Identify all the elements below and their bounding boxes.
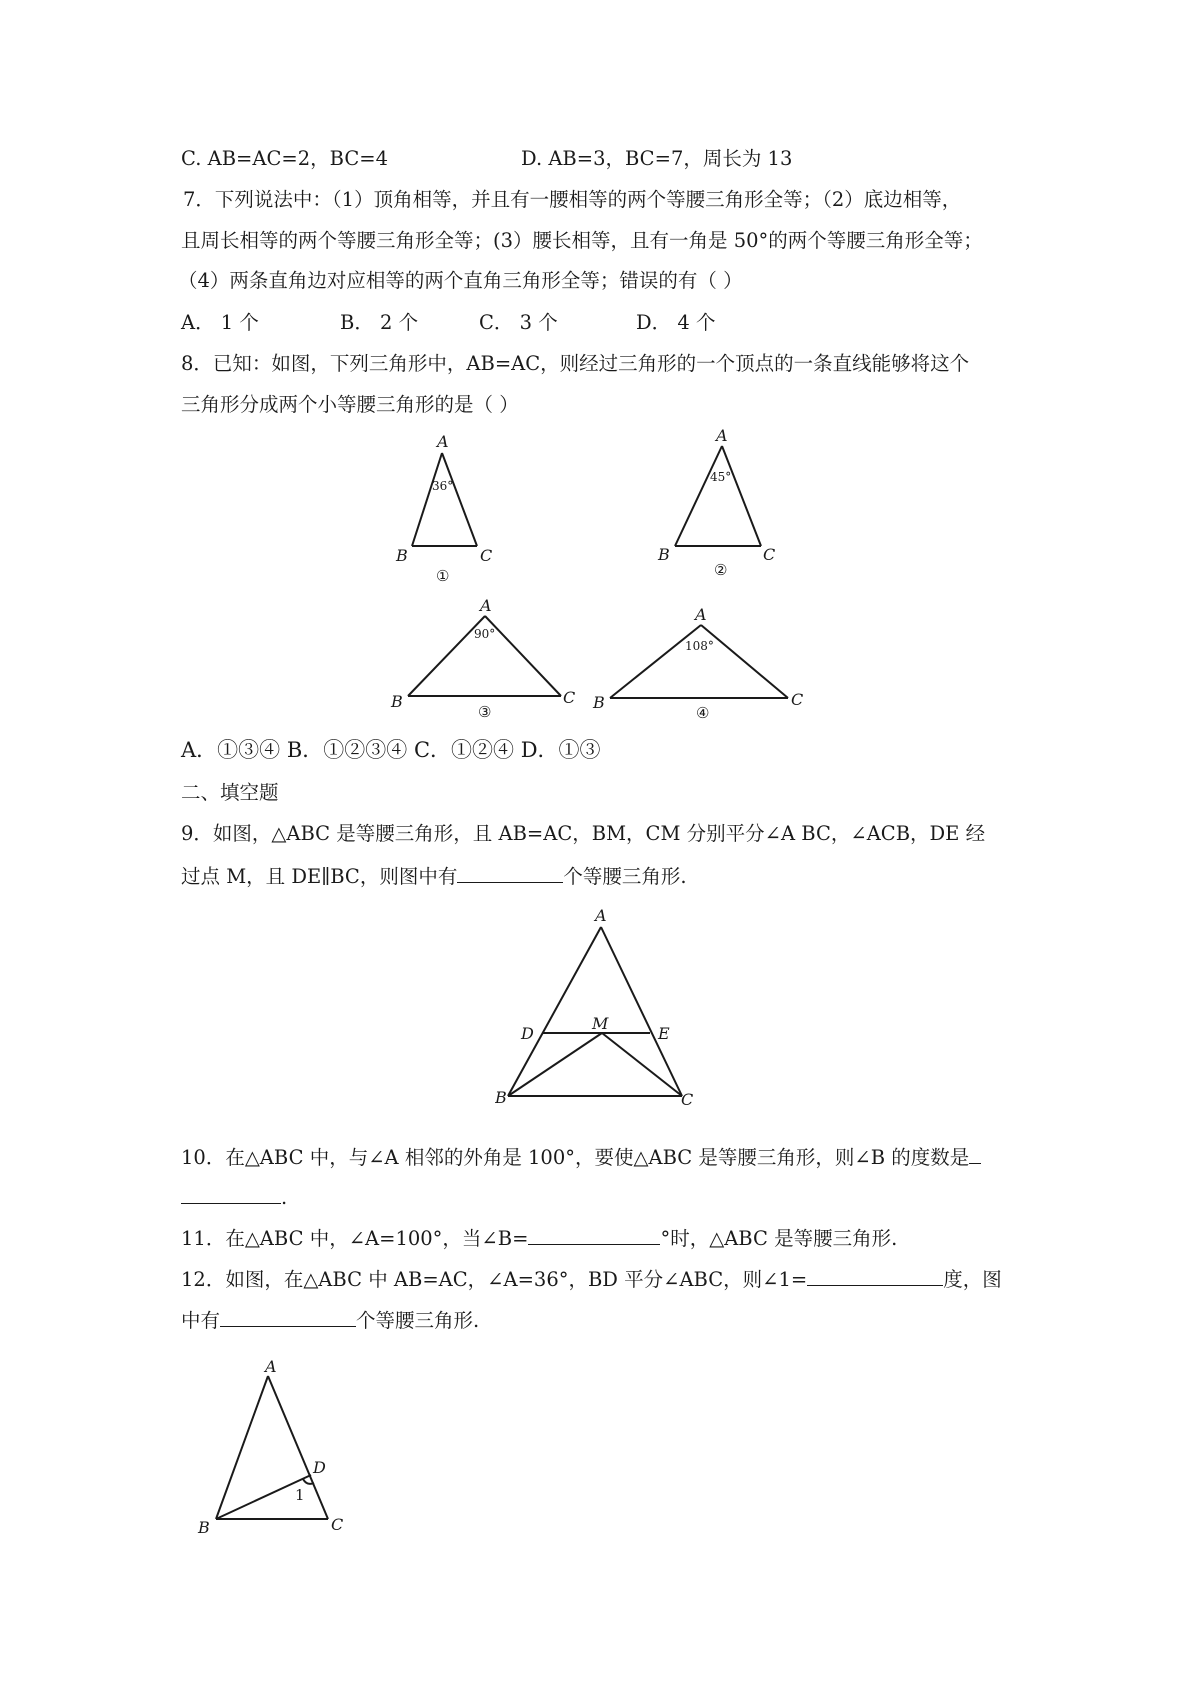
q6-option-c: C. AB=AC=2，BC=4 xyxy=(181,147,388,170)
q9-line-2 xyxy=(181,862,687,890)
q10-answer-blank-start[interactable] xyxy=(969,1143,981,1164)
q10-answer-blank[interactable] xyxy=(181,1183,281,1204)
q9-answer-blank[interactable] xyxy=(457,862,563,883)
q7-option-a: A． 1 个 xyxy=(181,311,259,334)
q12-vertex-c: C xyxy=(331,1515,344,1534)
tri2-vertex-a: A xyxy=(716,426,728,445)
tri3-vertex-a: A xyxy=(480,596,492,615)
q12-text-before-blank-1: 12．如图，在△ABC 中 AB=AC，∠A=36°，BD 平分∠ABC，则∠1= xyxy=(181,1268,808,1291)
q9-figure xyxy=(495,905,705,1105)
q12-text-before-blank-2: 中有 xyxy=(181,1309,221,1332)
tri3-angle-label: 90° xyxy=(474,627,496,641)
tri3-vertex-b: B xyxy=(391,692,403,711)
q7-option-c: C． 3 个 xyxy=(479,311,558,334)
tri2-side-ab xyxy=(675,446,722,546)
tri1-vertex-a: A xyxy=(437,432,449,451)
q8-options: A．①③④ B．①②③④ C．①②④ D．①③ xyxy=(181,738,601,762)
q6-option-d: D. AB=3，BC=7，周长为 13 xyxy=(521,147,793,170)
tri4-side-ab xyxy=(610,625,701,698)
q8-line-1: 8．已知：如图，下列三角形中，AB=AC，则经过三角形的一个顶点的一条直线能够将这个 xyxy=(181,352,970,375)
q9-vertex-a: A xyxy=(595,906,607,925)
q12-answer-blank-1[interactable] xyxy=(807,1265,943,1286)
q12-vertex-b: B xyxy=(198,1518,210,1537)
q9-text-after-blank: 个等腰三角形. xyxy=(563,865,687,888)
section-2-heading: 二、填空题 xyxy=(181,781,279,804)
tri2-angle-label: 45° xyxy=(710,470,732,484)
q12-angle-1-label: 1 xyxy=(295,1486,305,1504)
triangle-figure-3 xyxy=(383,595,583,725)
tri4-vertex-c: C xyxy=(791,690,804,709)
q11-text-after-blank: °时，△ABC 是等腰三角形. xyxy=(660,1227,898,1250)
tri4-angle-label: 108° xyxy=(685,639,714,653)
triangle-figure-4 xyxy=(585,605,810,725)
q7-line-2: 且周长相等的两个等腰三角形全等；(3）腰长相等，且有一角是 50°的两个等腰三角形全等； xyxy=(181,229,983,252)
tri4-vertex-a: A xyxy=(695,605,707,624)
q9-point-m: M xyxy=(592,1014,609,1033)
q9-text-before-blank: 过点 M，且 DE∥BC，则图中有 xyxy=(181,865,458,888)
q9-point-d: D xyxy=(521,1024,534,1043)
q9-side-ac xyxy=(601,927,682,1096)
q9-vertex-c: C xyxy=(681,1090,694,1105)
q12-point-d: D xyxy=(313,1458,326,1477)
q7-option-b: B． 2 个 xyxy=(340,311,419,334)
tri2-side-ac xyxy=(722,446,761,546)
q7-option-d: D． 4 个 xyxy=(636,311,716,334)
tri2-number: ② xyxy=(714,561,728,579)
triangle-figure-1 xyxy=(385,430,495,590)
tri3-side-ac xyxy=(485,616,561,696)
tri2-vertex-b: B xyxy=(658,545,670,564)
tri1-side-ac xyxy=(442,453,477,546)
q9-side-ab xyxy=(508,927,601,1096)
tri2-vertex-c: C xyxy=(763,545,776,564)
tri3-number: ③ xyxy=(478,703,492,721)
q8-line-2: 三角形分成两个小等腰三角形的是（ ） xyxy=(181,393,519,416)
q7-line-1: 7．下列说法中：（1）顶角相等，并且有一腰相等的两个等腰三角形全等；（2）底边相等， xyxy=(183,188,962,211)
q12-text-after-blank-2: 个等腰三角形. xyxy=(356,1309,480,1332)
q11-text-before-blank: 11．在△ABC 中，∠A=100°，当∠B= xyxy=(181,1227,529,1250)
tri3-vertex-c: C xyxy=(563,688,576,707)
q9-line-1: 9．如图，△ABC 是等腰三角形，且 AB=AC，BM，CM 分别平分∠A BC，∠ACB，DE 经 xyxy=(181,822,986,845)
q12-line-2 xyxy=(181,1306,479,1334)
q11-line xyxy=(181,1224,897,1252)
tri1-number: ① xyxy=(436,567,450,585)
tri1-vertex-c: C xyxy=(480,546,493,565)
tri1-angle-label: 36° xyxy=(432,479,454,493)
q9-point-e: E xyxy=(658,1024,670,1043)
tri4-side-ac xyxy=(701,625,788,698)
tri4-number: ④ xyxy=(696,704,710,722)
triangle-figure-2 xyxy=(650,425,780,580)
q10-text: 10．在△ABC 中，与∠A 相邻的外角是 100°，要使△ABC 是等腰三角形，则∠B 的度数是 xyxy=(181,1146,970,1169)
q7-line-3: （4）两条直角边对应相等的两个直角三角形全等；错误的有（ ） xyxy=(178,269,743,292)
q12-text-after-blank-1: 度，图 xyxy=(943,1268,1002,1291)
q10-line-2 xyxy=(181,1183,287,1211)
tri1-vertex-b: B xyxy=(396,546,408,565)
q9-segment-cm xyxy=(602,1033,682,1096)
tri4-vertex-b: B xyxy=(593,693,605,712)
q11-answer-blank[interactable] xyxy=(528,1224,660,1245)
q12-answer-blank-2[interactable] xyxy=(220,1306,356,1327)
q10-period: . xyxy=(281,1186,288,1209)
q12-vertex-a: A xyxy=(265,1357,277,1376)
q10-line-1 xyxy=(181,1143,981,1171)
q9-vertex-b: B xyxy=(495,1088,507,1105)
tri1-side-ab xyxy=(412,453,442,546)
q12-line-1 xyxy=(181,1265,1002,1293)
q12-figure xyxy=(190,1350,360,1540)
